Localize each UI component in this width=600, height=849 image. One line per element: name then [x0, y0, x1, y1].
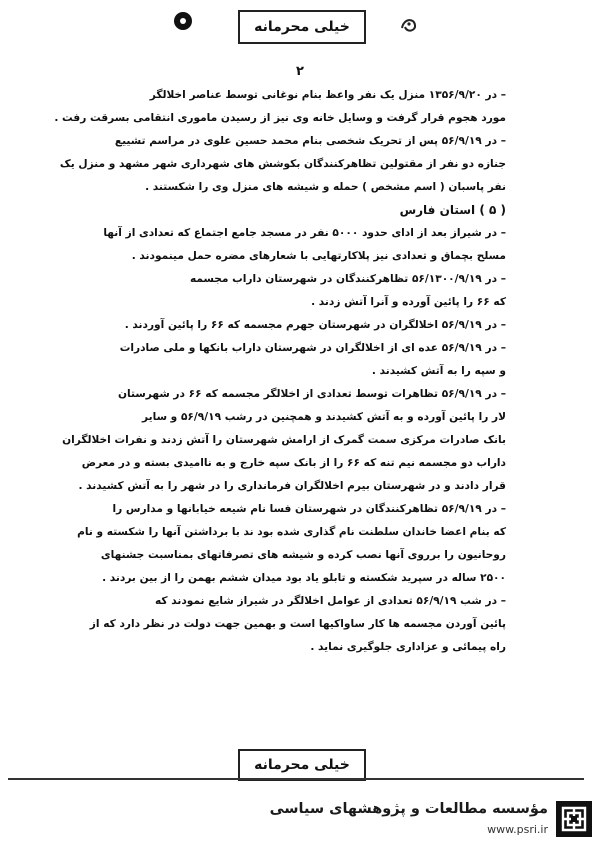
psri-logo-icon [556, 801, 592, 837]
body-line: – در ۵۶/۹/۱۹ تظاهرکنندگان در شهرستان فسا نام شیعه خیابانها و مدارس را [112, 503, 506, 515]
section-heading: ( ۵ ) استان فارس [399, 203, 506, 217]
body-line: ۲۵۰۰ ساله در سپرید شکسته و تابلو یاد بود میدان ششم بهمن را از بین بردند . [102, 572, 506, 584]
body-line: مسلح بچماق و تعدادی نیز پلاکارتهایی با شعارهای مضره حمل مینمودند . [131, 250, 506, 262]
body-line: مورد هجوم قرار گرفت و وسایل خانه وی نیز از رسیدن ماموری انتقامی بسرقت رفت . [54, 112, 506, 124]
body-line: – در ۵۶/۹/۱۹ تظاهرات توسط تعدادی از اخلالگر مجسمه که ۶۶ در شهرستان [117, 388, 506, 400]
body-line: که بنام اعضا خاندان سلطنت نام گذاری شده بود ند با برداشتن آنها را شکسته و نام [77, 526, 506, 538]
body-line: – در ۵۶/۹/۱۹ اخلالگران در شهرستان جهرم مجسمه که ۶۶ را پائین آوردند . [124, 319, 506, 331]
body-line: – در ۵۶/۱۳۰۰/۹/۱۹ تظاهرکنندگان در شهرستان داراب مجسمه [189, 273, 506, 285]
publisher-footer [0, 783, 600, 849]
document-body [48, 84, 506, 659]
body-line: قرار دادند و در شهرستان بیرم اخلالگران فرمانداری را در شهر را به آتش کشیدند . [78, 480, 506, 492]
website-link[interactable]: www.psri.ir [487, 823, 548, 836]
classification-stamp-bottom [238, 749, 366, 781]
body-line: و سپه را به آتش کشیدند . [371, 365, 506, 377]
body-line: – در ۱۳۵۶/۹/۲۰ منزل یک نفر واعظ بنام نوغانی توسط عناصر اخلالگر [149, 89, 506, 101]
body-line: داراب دو مجسمه نیم تنه که ۶۶ را از بانک سپه خارج و به ناامیدی بسته و در معرض [81, 457, 506, 469]
body-line: پائین آوردن مجسمه ها کار ساواکیها است و بهمین جهت دولت در نظر دارد که از [89, 618, 506, 630]
page-divider [8, 778, 584, 780]
body-line: جنازه دو نفر از مقتولین تظاهرکنندگان بکوشش های شهرداری شهر مشهد و منزل یک [59, 158, 506, 170]
body-line: – در ۵۶/۹/۱۹ عده ای از اخلالگران در شهرستان داراب بانکها و ملی صادرات [119, 342, 506, 354]
body-line: لار را پائین آورده و به آتش کشیدند و همچنین در رشب ۵۶/۹/۱۹ و سایر [142, 411, 506, 423]
body-line: راه پیمائی و عزاداری جلوگیری نماید . [310, 641, 506, 653]
organization-name: مؤسسه مطالعات و پژوهشهای سیاسی [269, 801, 548, 817]
body-line: – در شب ۵۶/۹/۱۹ تعدادی از عوامل اخلالگر در شیراز شایع نمودند که [155, 595, 506, 607]
body-line: بانک صادرات مرکزی سمت گمرک از ارامش شهرستان را آتش زدند و نفرات اخلالگران [62, 434, 506, 446]
body-line: که ۶۶ را پائین آورده و آنرا آتش زدند . [311, 296, 506, 308]
classification-stamp-text: خیلی محرمانه [254, 19, 350, 35]
page-number: ۲ [296, 64, 304, 79]
body-line: – در شیراز بعد از ادای حدود ۵۰۰۰ نفر در مسجد جامع اجتماع که تعدادی از آنها [103, 227, 506, 239]
ink-blot-icon [172, 10, 194, 32]
body-line: روحانیون را برروی آنها نصب کرده و شیشه های تصرفاتهای بمناسبت جشنهای [100, 549, 506, 561]
classification-stamp-text: خیلی محرمانه [254, 757, 350, 773]
body-line: – در ۵۶/۹/۱۹ پس از تحریک شخصی بنام محمد حسین علوی در مراسم تشییع [114, 135, 506, 147]
footer-text-block [270, 801, 548, 836]
handwritten-mark-icon [398, 14, 420, 36]
classification-stamp-top [238, 10, 366, 44]
body-line: نفر پاسبان ( اسم مشخص ) حمله و شیشه های منزل وی را شکستند . [145, 181, 506, 193]
